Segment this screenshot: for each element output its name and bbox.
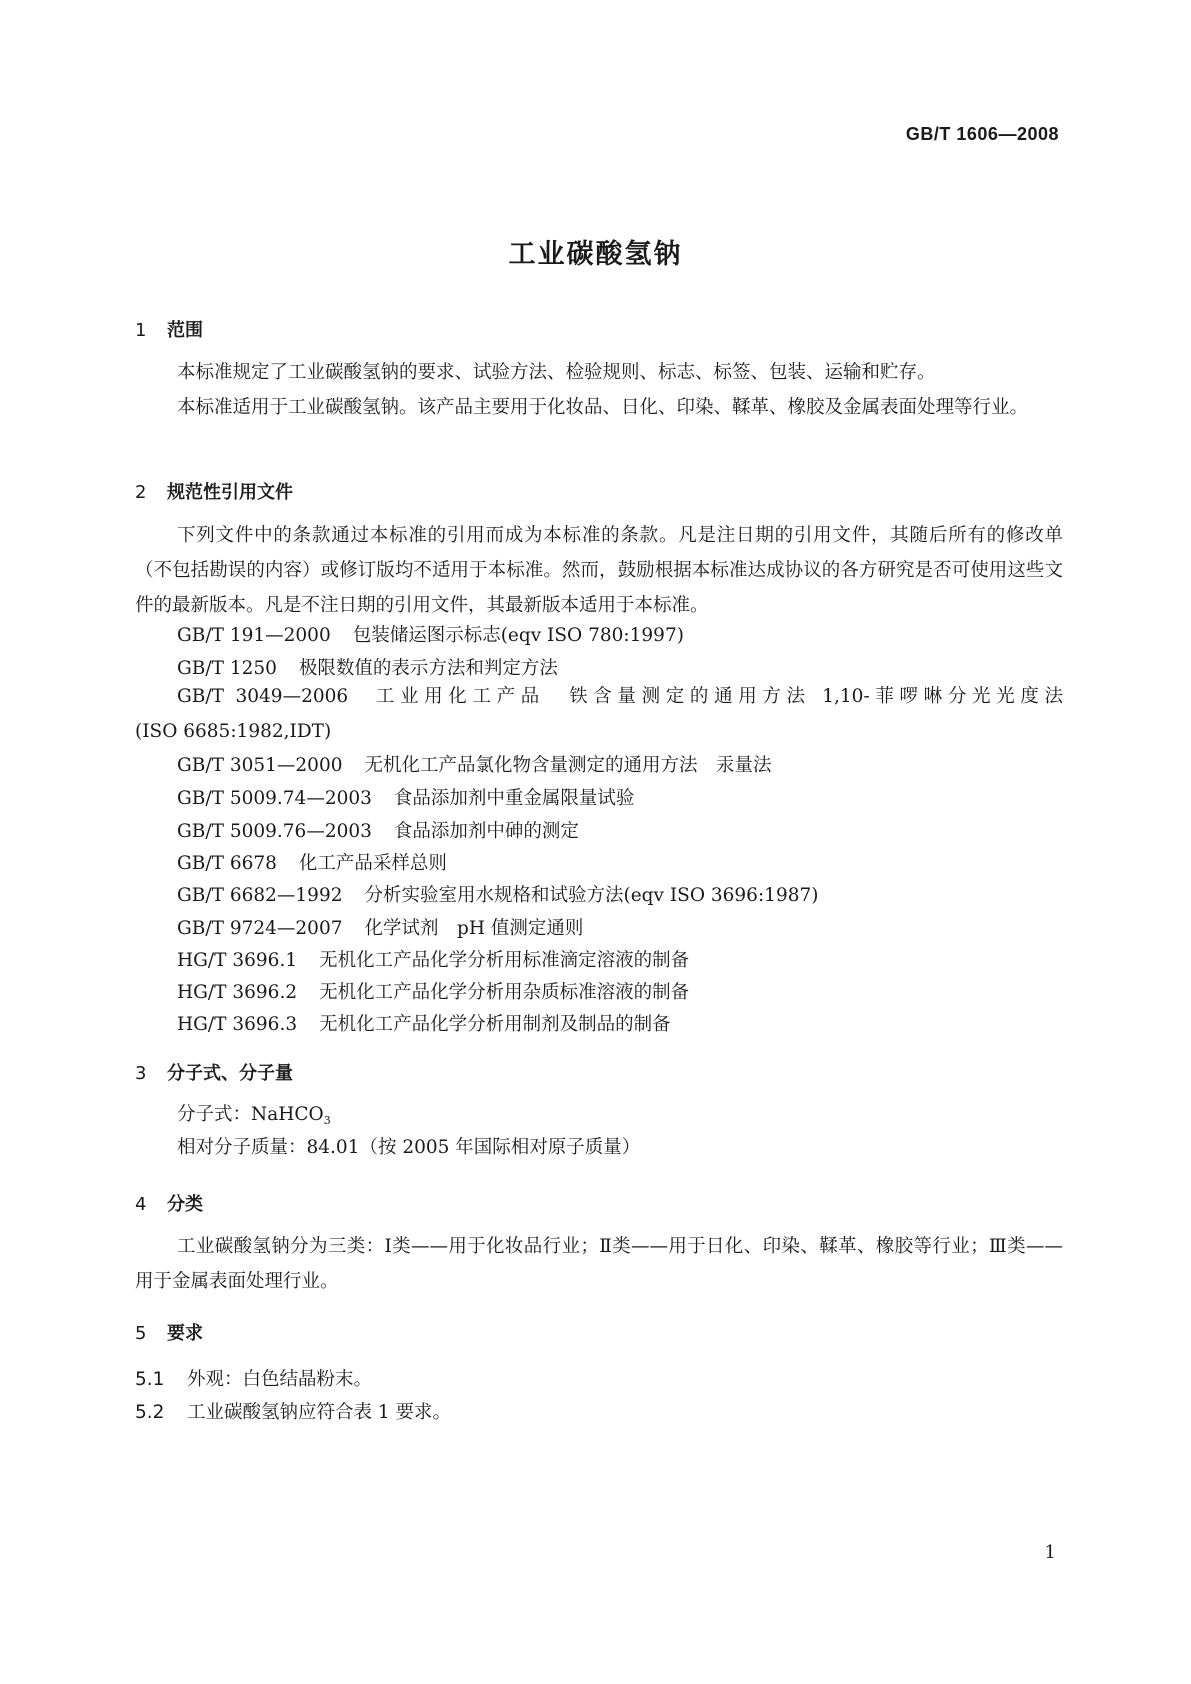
section-2-heading xyxy=(135,478,293,504)
section-title: 范围 xyxy=(167,320,203,341)
clause-number: 5.2 xyxy=(135,1402,165,1423)
clause-text: 工业碳酸氢钠应符合表 1 要求。 xyxy=(187,1402,452,1423)
reference-title: 分析实验室用水规格和试验方法(eqv ISO 3696:1987) xyxy=(364,885,819,906)
clause-5-1 xyxy=(135,1365,372,1391)
section-4-heading xyxy=(135,1190,203,1216)
reference-code: GB/T 5009.74—2003 xyxy=(177,788,372,809)
reference-item xyxy=(135,679,1063,749)
reference-title: 化学试剂 pH 值测定通则 xyxy=(364,918,584,939)
reference-item xyxy=(177,784,634,810)
reference-title: 工业用化工产品 铁含量测定的通用方法 1,10-菲啰啉分光光度法 xyxy=(370,686,1063,707)
reference-code: HG/T 3696.1 xyxy=(177,950,298,971)
section-title: 分类 xyxy=(167,1194,203,1215)
reference-code: GB/T 191—2000 xyxy=(177,625,331,646)
formula-label: 分子式： xyxy=(177,1104,252,1125)
reference-code: GB/T 1250 xyxy=(177,658,277,679)
section-number: 5 xyxy=(135,1323,147,1344)
reference-item xyxy=(177,849,447,875)
reference-continuation: (ISO 6685:1982,IDT) xyxy=(135,721,332,742)
section-title: 规范性引用文件 xyxy=(167,482,293,503)
reference-item xyxy=(177,654,558,680)
clause-5-2 xyxy=(135,1398,451,1424)
reference-item xyxy=(177,946,689,972)
section-number: 3 xyxy=(135,1063,147,1084)
reference-title: 无机化工产品化学分析用标准滴定溶液的制备 xyxy=(319,950,690,971)
section-1-heading xyxy=(135,316,203,342)
section-5-heading xyxy=(135,1319,203,1345)
scope-paragraph-1: 本标准规定了工业碳酸氢钠的要求、试验方法、检验规则、标志、标签、包装、运输和贮存。 xyxy=(177,362,936,383)
reference-title: 包装储运图示标志(eqv ISO 780:1997) xyxy=(352,625,684,646)
reference-title: 食品添加剂中重金属限量试验 xyxy=(393,788,635,809)
reference-title: 食品添加剂中砷的测定 xyxy=(393,821,579,842)
molecular-mass: 相对分子质量：84.01（按 2005 年国际相对原子质量） xyxy=(177,1137,641,1158)
reference-item xyxy=(177,881,818,907)
normative-references-intro: 下列文件中的条款通过本标准的引用而成为本标准的条款。凡是注日期的引用文件，其随后所有的修改单（不包括勘误的内容）或修订版均不适用于本标准。然而，鼓励根据本标准达成协议的各方研究是否可使用这些文件的最新版本。凡是不注日期的引用文件，其最新版本适用于本标准。 xyxy=(135,525,1063,616)
section-3-heading xyxy=(135,1059,293,1085)
formula-subscript: 3 xyxy=(323,1114,331,1127)
document-title: 工业碳酸氢钠 xyxy=(508,239,683,270)
section-title: 要求 xyxy=(167,1323,203,1344)
reference-code: GB/T 6682—1992 xyxy=(177,885,343,906)
scope-paragraph-2: 本标准适用于工业碳酸氢钠。该产品主要用于化妆品、日化、印染、鞣革、橡胶及金属表面处理等行业。 xyxy=(177,397,1029,418)
classification-paragraph: 工业碳酸氢钠分为三类：Ⅰ类——用于化妆品行业；Ⅱ类——用于日化、印染、鞣革、橡胶等行业；Ⅲ类——用于金属表面处理行业。 xyxy=(135,1236,1063,1292)
standard-code: GB/T 1606—2008 xyxy=(905,124,1059,144)
reference-item xyxy=(177,751,772,777)
reference-item xyxy=(177,1010,671,1036)
reference-item xyxy=(177,978,689,1004)
reference-code: GB/T 6678 xyxy=(177,853,277,874)
molecular-formula xyxy=(177,1100,331,1127)
formula-main: NaHCO xyxy=(251,1104,324,1125)
reference-code: GB/T 3051—2000 xyxy=(177,755,343,776)
reference-title: 无机化工产品化学分析用制剂及制品的制备 xyxy=(319,1014,671,1035)
section-title: 分子式、分子量 xyxy=(167,1063,293,1084)
reference-title: 无机化工产品氯化物含量测定的通用方法 汞量法 xyxy=(364,755,772,776)
reference-code: GB/T 9724—2007 xyxy=(177,918,343,939)
clause-text: 外观：白色结晶粉末。 xyxy=(187,1369,373,1390)
reference-code: GB/T 3049—2006 xyxy=(177,686,349,707)
reference-code: GB/T 5009.76—2003 xyxy=(177,821,372,842)
clause-number: 5.1 xyxy=(135,1369,165,1390)
section-number: 4 xyxy=(135,1194,147,1215)
reference-item xyxy=(177,817,579,843)
reference-code: HG/T 3696.3 xyxy=(177,1014,298,1035)
reference-first-line xyxy=(135,679,1063,714)
section-number: 2 xyxy=(135,482,147,503)
reference-item xyxy=(177,914,583,940)
reference-item xyxy=(177,621,684,647)
reference-code: HG/T 3696.2 xyxy=(177,982,298,1003)
reference-title: 极限数值的表示方法和判定方法 xyxy=(298,658,558,679)
reference-title: 化工产品采样总则 xyxy=(298,853,447,874)
page-number: 1 xyxy=(1044,1542,1056,1563)
reference-title: 无机化工产品化学分析用杂质标准溶液的制备 xyxy=(319,982,690,1003)
section-number: 1 xyxy=(135,320,147,341)
